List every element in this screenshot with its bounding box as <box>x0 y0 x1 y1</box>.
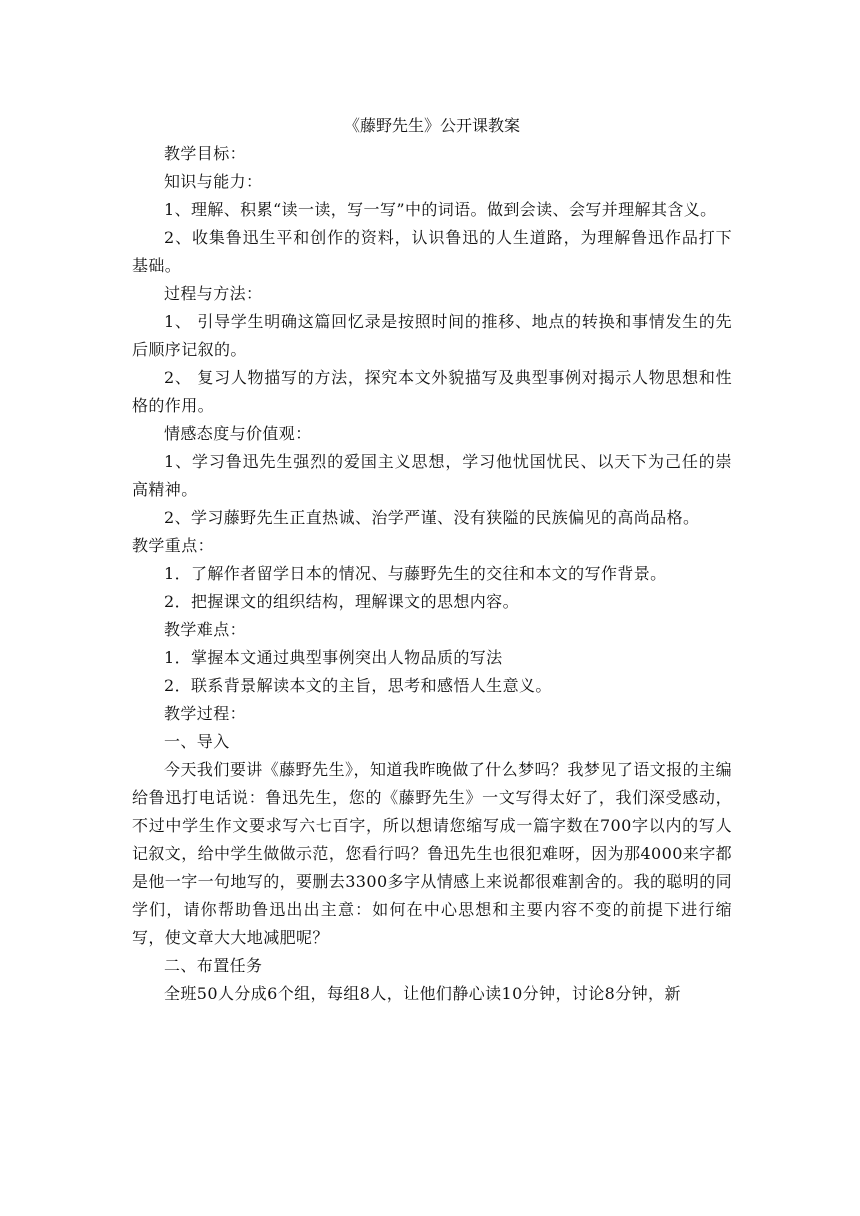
paragraph: 1．了解作者留学日本的情况、与藤野先生的交往和本文的写作背景。 <box>164 564 667 583</box>
document-body <box>132 140 732 1008</box>
paragraph: 二、布置任务 <box>164 956 263 975</box>
paragraph: 1、理解、积累“读一读，写一写”中的词语。做到会读、会写并理解其含义。 <box>164 200 717 219</box>
paragraph: 今天我们要讲《藤野先生》，知道我昨晚做了什么梦吗？我梦见了语文报的主编给鲁迅打电话说：鲁迅先生，您的《藤野先生》一文写得太好了，我们深受感动，不过中学生作文要求写六七百字，所以想请您缩写成一篇字数在700字以内的写人记叙文，给中学生做做示范，您看行吗？鲁迅先生也很犯难呀，因为那4000来字都是他一字一句地写的，要删去3300多字从情感上来说都很难割舍的。我的聪明的同学们，请你帮助鲁迅出出主意：如何在中心思想和主要内容不变的前提下进行缩写，使文章大大地减肥呢？ <box>132 760 732 947</box>
paragraph: 2、 复习人物描写的方法，探究本文外貌描写及典型事例对揭示人物思想和性格的作用。 <box>132 368 732 415</box>
paragraph: 教学重点： <box>132 536 215 555</box>
paragraph: 1、 引导学生明确这篇回忆录是按照时间的推移、地点的转换和事情发生的先后顺序记叙的。 <box>132 312 732 359</box>
paragraph: 1、学习鲁迅先生强烈的爱国主义思想，学习他忧国忧民、以天下为己任的崇高精神。 <box>132 452 732 499</box>
document-title: 《藤野先生》公开课教案 <box>343 116 520 135</box>
document-page <box>132 112 732 1008</box>
paragraph: 教学过程： <box>164 704 247 723</box>
paragraph: 1．掌握本文通过典型事例突出人物品质的写法 <box>164 648 503 667</box>
paragraph: 教学目标： <box>164 144 247 163</box>
paragraph: 教学难点： <box>164 620 247 639</box>
paragraph: 2．联系背景解读本文的主旨，思考和感悟人生意义。 <box>164 676 552 695</box>
paragraph: 知识与能力： <box>164 172 263 191</box>
paragraph: 情感态度与价值观： <box>164 424 312 443</box>
paragraph: 2．把握课文的组织结构，理解课文的思想内容。 <box>164 592 519 611</box>
paragraph: 过程与方法： <box>164 284 263 303</box>
paragraph: 2、学习藤野先生正直热诚、治学严谨、没有狭隘的民族偏见的高尚品格。 <box>164 508 700 527</box>
paragraph: 全班50人分成6个组，每组8人，让他们静心读10分钟，讨论8分钟，新 <box>164 984 681 1003</box>
paragraph: 2、收集鲁迅生平和创作的资料，认识鲁迅的人生道路，为理解鲁迅作品打下基础。 <box>132 228 732 275</box>
paragraph: 一、导入 <box>164 732 230 751</box>
